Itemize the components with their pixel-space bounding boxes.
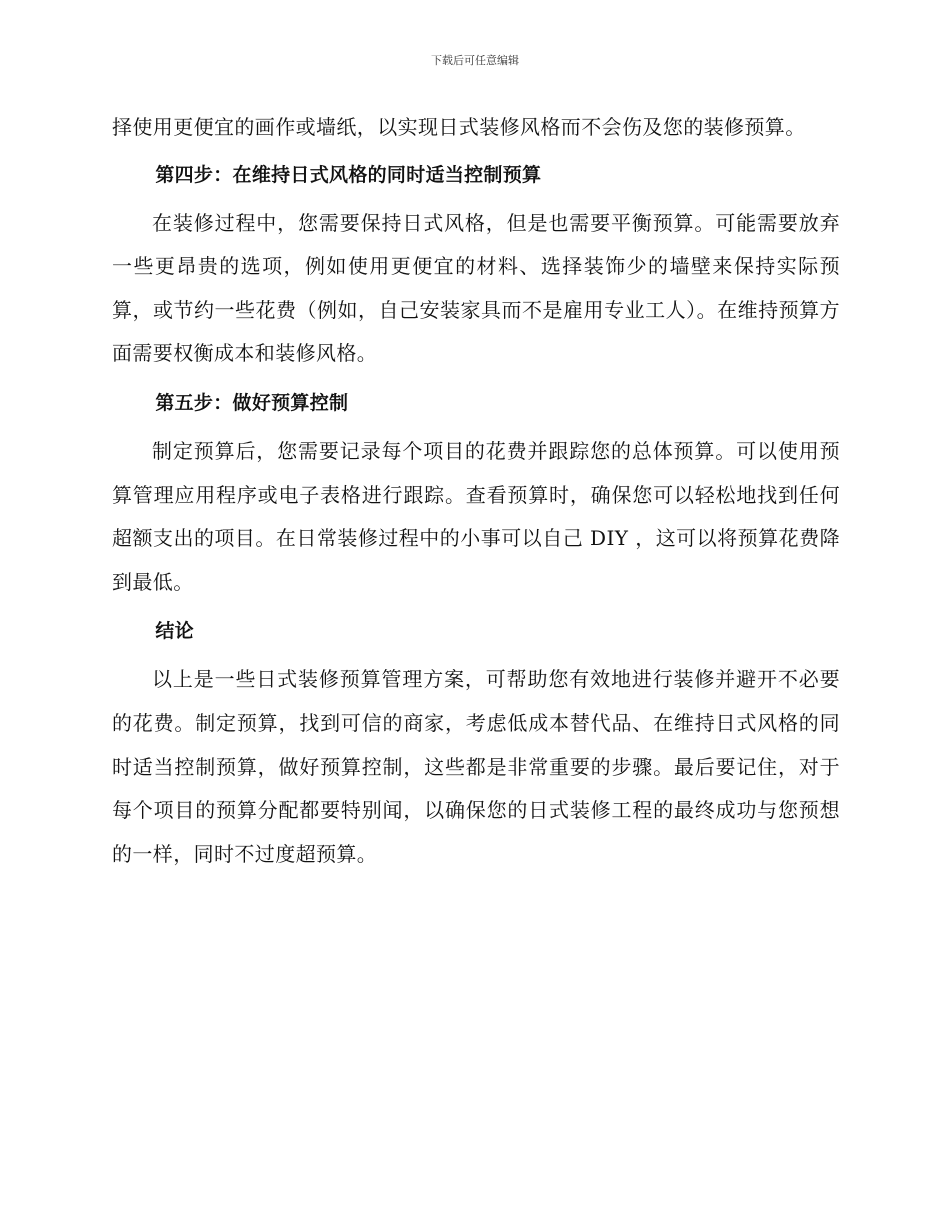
paragraph-step-five: 制定预算后，您需要记录每个项目的花费并跟踪您的总体预算。可以使用预算管理应用程序或电子表格进行跟踪。查看预算时，确保您可以轻松地找到任何超额支出的项目。在日常装修过程中的小事可以自己 DIY ，这可以将预算花费降到最低。 xyxy=(112,438,840,594)
section-heading-conclusion: 结论 xyxy=(155,620,194,643)
continued-paragraph: 择使用更便宜的画作或墙纸，以实现日式装修风格而不会伤及您的装修预算。 xyxy=(112,115,806,139)
paragraph-step-four: 在装修过程中，您需要保持日式风格，但是也需要平衡预算。可能需要放弃一些更昂贵的选项，例如使用更便宜的材料、选择装饰少的墙壁来保持实际预算，或节约一些花费（例如，自己安装家具而不是雇用专业工人）。在维持预算方面需要权衡成本和装修风格。 xyxy=(112,210,840,366)
page-header: 下载后可任意编辑 xyxy=(431,54,519,67)
section-heading-step-four: 第四步：在维持日式风格的同时适当控制预算 xyxy=(155,163,542,186)
document-body xyxy=(112,106,840,876)
section-heading-step-five: 第五步：做好预算控制 xyxy=(155,391,349,414)
paragraph-conclusion: 以上是一些日式装修预算管理方案，可帮助您有效地进行装修并避开不必要的花费。制定预算，找到可信的商家，考虑低成本替代品、在维持日式风格的同时适当控制预算，做好预算控制，这些都是非常重要的步骤。最后要记住，对于每个项目的预算分配都要特别闻，以确保您的日式装修工程的最终成功与您预想的一样，同时不过度超预算。 xyxy=(112,667,840,866)
